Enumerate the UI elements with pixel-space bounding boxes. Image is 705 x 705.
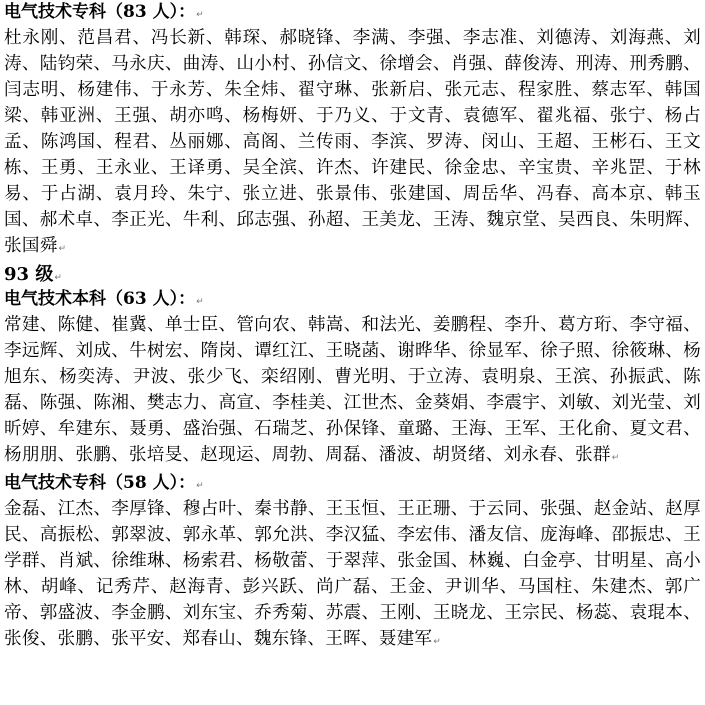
name-list-text: 常建、陈健、崔冀、单士臣、管向农、韩嵩、和法光、姜鹏程、李升、葛方珩、李守福、李远辉、刘成、牛树宏、隋岗、谭红江、王晓菡、谢晔华、徐显军、徐子照、徐筱琳、杨旭东、杨奕涛、尹波、张少飞、栾绍刚、曹光明、于立涛、袁明泉、王滨、孙振武、陈磊、陈强、陈湘、樊志力、高宣、李桂美、江世杰、金葵娟、李震宇、刘敏、刘光莹、刘昕婷、牟建东、聂勇、盛治强、石瑞芝、孙保锋、童璐、王海、王军、王化俞、夏文君、杨朋朋、张鹏、张培旻、赵现运、周勃、周磊、潘波、胡贤绪、刘永春、张群 [4,315,701,465]
year-title: 93 级 [4,264,54,285]
paragraph-mark-icon: ↵ [196,297,204,307]
section-electrical-tech-junior-college-2 [4,471,701,655]
name-list-text: 金磊、江杰、李厚锋、穆占叶、秦书静、王玉恒、王正珊、于云同、张强、赵金站、赵厚民、高振松、郭翠波、郭永革、郭允洪、李汉猛、李宏伟、潘友信、庞海峰、邵振忠、王学群、肖斌、徐维琳、杨索君、杨敬蕾、于翠萍、张金国、林巍、白金亭、甘明星、高小林、胡峰、记秀芹、赵海青、彭兴跃、尚广磊、王金、尹训华、马国柱、朱建杰、郭广帝、郭盛波、李金鹏、刘东宝、乔秀菊、苏震、王刚、王晓龙、王宗民、杨蕊、袁琨本、张俊、张鹏、张平安、郑春山、魏东锋、王晖、聂建军 [4,499,701,649]
paragraph-mark-icon: ↵ [611,453,620,463]
paragraph-mark-icon: ↵ [54,273,62,283]
section-title: 电气技术专科（58 人）： [4,473,196,493]
section-electrical-tech-junior-college-1 [4,0,701,262]
section-heading [4,471,701,496]
section-title: 电气技术专科（83 人）： [4,2,196,22]
section-electrical-tech-undergraduate [4,287,701,471]
paragraph-mark-icon: ↵ [433,637,442,647]
section-heading [4,0,701,25]
paragraph-mark-icon: ↵ [58,244,67,254]
name-list [4,312,701,471]
name-list [4,25,701,262]
paragraph-mark-icon: ↵ [196,10,204,20]
paragraph-mark-icon: ↵ [196,481,204,491]
section-title: 电气技术本科（63 人）： [4,289,196,309]
section-heading [4,287,701,312]
year-heading [4,262,701,287]
year-header-section [4,262,701,287]
name-list-text: 杜永刚、范昌君、冯长新、韩琛、郝晓锋、李满、李强、李志准、刘德涛、刘海燕、刘涛、陆钧荣、马永庆、曲涛、山小村、孙信文、徐增会、肖强、薛俊涛、刑涛、刑秀鹏、闫志明、杨建伟、于永芳、朱全炜、翟守琳、张新启、张元志、程家胜、蔡志军、韩国梁、韩亚洲、王强、胡亦鸣、杨梅妍、于乃义、于文青、袁德军、翟兆福、张宁、杨占孟、陈鸿国、程君、丛丽娜、高阁、兰传雨、李滨、罗涛、闵山、王超、王彬石、王文栋、王勇、王永业、王译勇、吴全滨、许杰、许建民、徐金忠、辛宝贵、辛兆罡、于林易、于占湖、袁月玲、朱宁、张立进、张景伟、张建国、周岳华、冯春、高本京、韩玉国、郝术卓、李正光、牛利、邱志强、孙超、王美龙、王涛、魏京堂、吴西良、朱明辉、张国舜 [4,28,701,256]
name-list [4,496,701,655]
